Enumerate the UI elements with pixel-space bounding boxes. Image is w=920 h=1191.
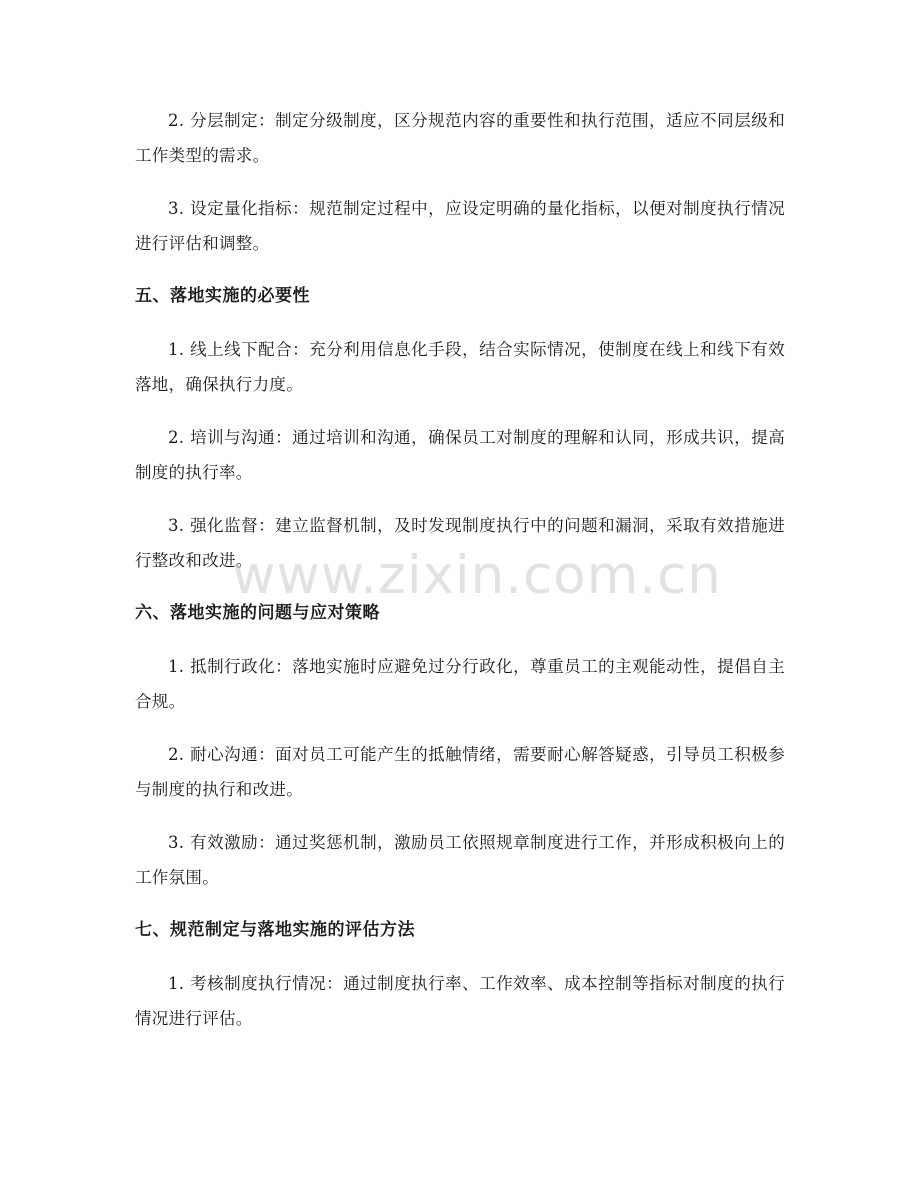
paragraph-quantified-indicators: 3. 设定量化指标：规范制定过程中，应设定明确的量化指标，以便对制度执行情况进行评估和调整。 [135,199,785,253]
paragraph-patient-communication: 2. 耐心沟通：面对员工可能产生的抵触情绪，需要耐心解答疑惑，引导员工积极参与制度的执行和改进。 [135,745,785,799]
paragraph-training-communication: 2. 培训与沟通：通过培训和沟通，确保员工对制度的理解和认同，形成共识，提高制度的执行率。 [135,428,785,482]
paragraph-strengthen-supervision: 3. 强化监督：建立监督机制，及时发现制度执行中的问题和漏洞，采取有效措施进行整改和改进。 [135,516,785,570]
paragraph-assess-execution: 1. 考核制度执行情况：通过制度执行率、工作效率、成本控制等指标对制度的执行情况进行评估。 [135,974,785,1028]
watermark: www.zixin.com.cn [232,545,722,606]
paragraph-resist-bureaucracy: 1. 抵制行政化：落地实施时应避免过分行政化，尊重员工的主观能动性，提倡自主合规。 [135,657,785,711]
section-heading-5: 五、落地实施的必要性 [135,286,310,306]
section-heading-6: 六、落地实施的问题与应对策略 [135,603,380,623]
paragraph-online-offline: 1. 线上线下配合：充分利用信息化手段，结合实际情况，使制度在线上和线下有效落地，确保执行力度。 [135,340,785,394]
document-body [135,103,785,1054]
section-heading-7: 七、规范制定与落地实施的评估方法 [135,920,415,940]
paragraph-layered-formulation: 2. 分层制定：制定分级制度，区分规范内容的重要性和执行范围，适应不同层级和工作类型的需求。 [135,111,785,165]
paragraph-effective-incentives: 3. 有效激励：通过奖惩机制，激励员工依照规章制度进行工作，并形成积极向上的工作氛围。 [135,833,785,887]
